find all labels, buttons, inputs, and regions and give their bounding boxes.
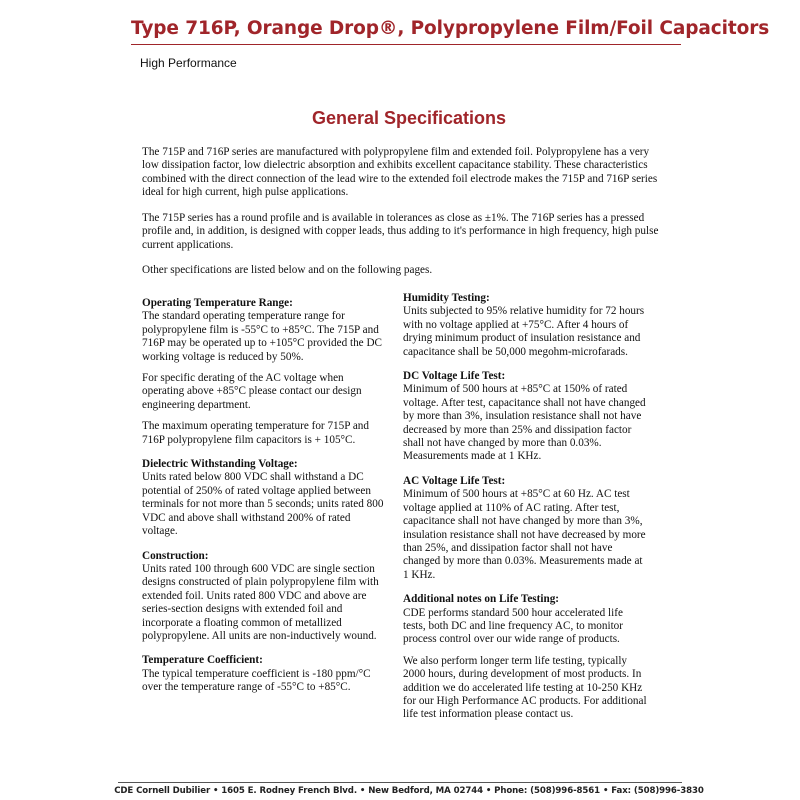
spec-humidity-testing [403, 292, 648, 359]
spec-paragraph: The typical temperature coefficient is -180 ppm/°C over the temperature range of -55°C to +85°C. [142, 667, 371, 694]
spec-heading: DC Voltage Life Test: [403, 370, 506, 383]
spec-operating-temperature [142, 297, 387, 447]
spec-paragraph: We also perform longer term life testing, typically 2000 hours, during development of most products. In addition we do accelerated life testing at 10-250 KHz for our High Performance AC products. For additional life test information please contact us. [403, 654, 647, 721]
page-subtitle: High Performance [140, 56, 237, 70]
company-contact-footer: CDE Cornell Dubilier • 1605 E. Rodney French Blvd. • New Bedford, MA 02744 • Phone: (508)996-8561 • Fax: (508)996-3830 [114, 786, 704, 796]
header-divider [131, 44, 681, 45]
spec-paragraph: Minimum of 500 hours at +85°C at 150% of rated voltage. After test, capacitance shall not have changed by more than 3%, insulation resistance shall not have decreased by more than 25% and dissipation factor shall not have changed by more than 0.03%. Measurements made at 1 KHz. [403, 383, 646, 463]
spec-paragraph: The maximum operating temperature for 715P and 716P polypropylene film capacitors is + 105°C. [142, 420, 369, 446]
right-spec-column [403, 292, 648, 733]
spec-heading: Dielectric Withstanding Voltage: [142, 458, 298, 471]
spec-paragraph: Units rated below 800 VDC shall withstand a DC potential of 250% of rated voltage applied between terminals for not more than 5 seconds; units rated 800 VDC and above shall withstand 200% of rated voltage. [142, 471, 384, 538]
intro-paragraph-1: The 715P and 716P series are manufactured with polypropylene film and extended foil. Polypropylene has a very low dissipation factor, low dielectric absorption and exhibits excellent capacitance stability. These characteristics combined with the direct connection of the lead wire to the extended foil electrode makes the 715P and 716P series ideal for high current, high pulse applications. [142, 146, 658, 199]
section-title: General Specifications [311, 108, 507, 128]
spec-heading: Humidity Testing: [403, 292, 490, 304]
spec-paragraph: CDE performs standard 500 hour accelerated life tests, both DC and line frequency AC, to monitor process control over our wide range of products. [403, 606, 623, 646]
spec-paragraph: The standard operating temperature range for polypropylene film is -55°C to +85°C. The 715P and 716P may be operated up to +105°C provided the DC working voltage is reduced by 50%. [142, 310, 382, 363]
spec-paragraph: Units rated 100 through 600 VDC are single section designs constructed of plain polypropylene film with extended foil. Units rated 800 VDC and above are series-section designs with extended foil and incorporate a floating common of metallized polypropylene. All units are non-inductively wound. [142, 562, 379, 642]
spec-heading: Construction: [142, 549, 209, 562]
left-spec-column [142, 297, 387, 706]
spec-temperature-coefficient [142, 654, 387, 694]
spec-ac-voltage-life-test [403, 475, 648, 582]
intro-paragraph-3: Other specifications are listed below and on the following pages. [142, 264, 433, 276]
spec-dc-voltage-life-test [403, 370, 648, 464]
spec-heading: Temperature Coefficient: [142, 654, 263, 667]
spec-heading: AC Voltage Life Test: [403, 474, 506, 487]
spec-paragraph: Units subjected to 95% relative humidity for 72 hours with no voltage applied at +75°C. After 4 hours of drying minimum product of insulation resistance and capacitance shall be 50,000 megohm-microfarads. [403, 305, 645, 358]
spec-dielectric-withstanding [142, 458, 387, 538]
intro-paragraph-2: The 715P series has a round profile and is available in tolerances as close as ±1%. The 716P series has a pressed profile and, in addition, is designed with copper leads, thus adding to it's performance in high frequency, high pulse current applications. [142, 212, 659, 251]
footer-divider [118, 782, 682, 783]
spec-additional-life-testing [403, 593, 648, 722]
spec-paragraph: Minimum of 500 hours at +85°C at 60 Hz. AC test voltage applied at 110% of AC rating. After test, capacitance shall not have changed by more than 3%, insulation resistance shall not have decreased by more than 25%, and dissipation factor shall not have changed by more than 0.03%. Measurements made at 1 KHz. [403, 488, 646, 581]
page-title: Type 716P, Orange Drop®, Polypropylene Film/Foil Capacitors [131, 18, 770, 39]
spec-construction [142, 550, 387, 644]
spec-paragraph: For specific derating of the AC voltage when operating above +85°C please contact our design engineering department. [142, 372, 362, 411]
spec-heading: Operating Temperature Range: [142, 297, 293, 309]
spec-heading: Additional notes on Life Testing: [403, 593, 560, 606]
